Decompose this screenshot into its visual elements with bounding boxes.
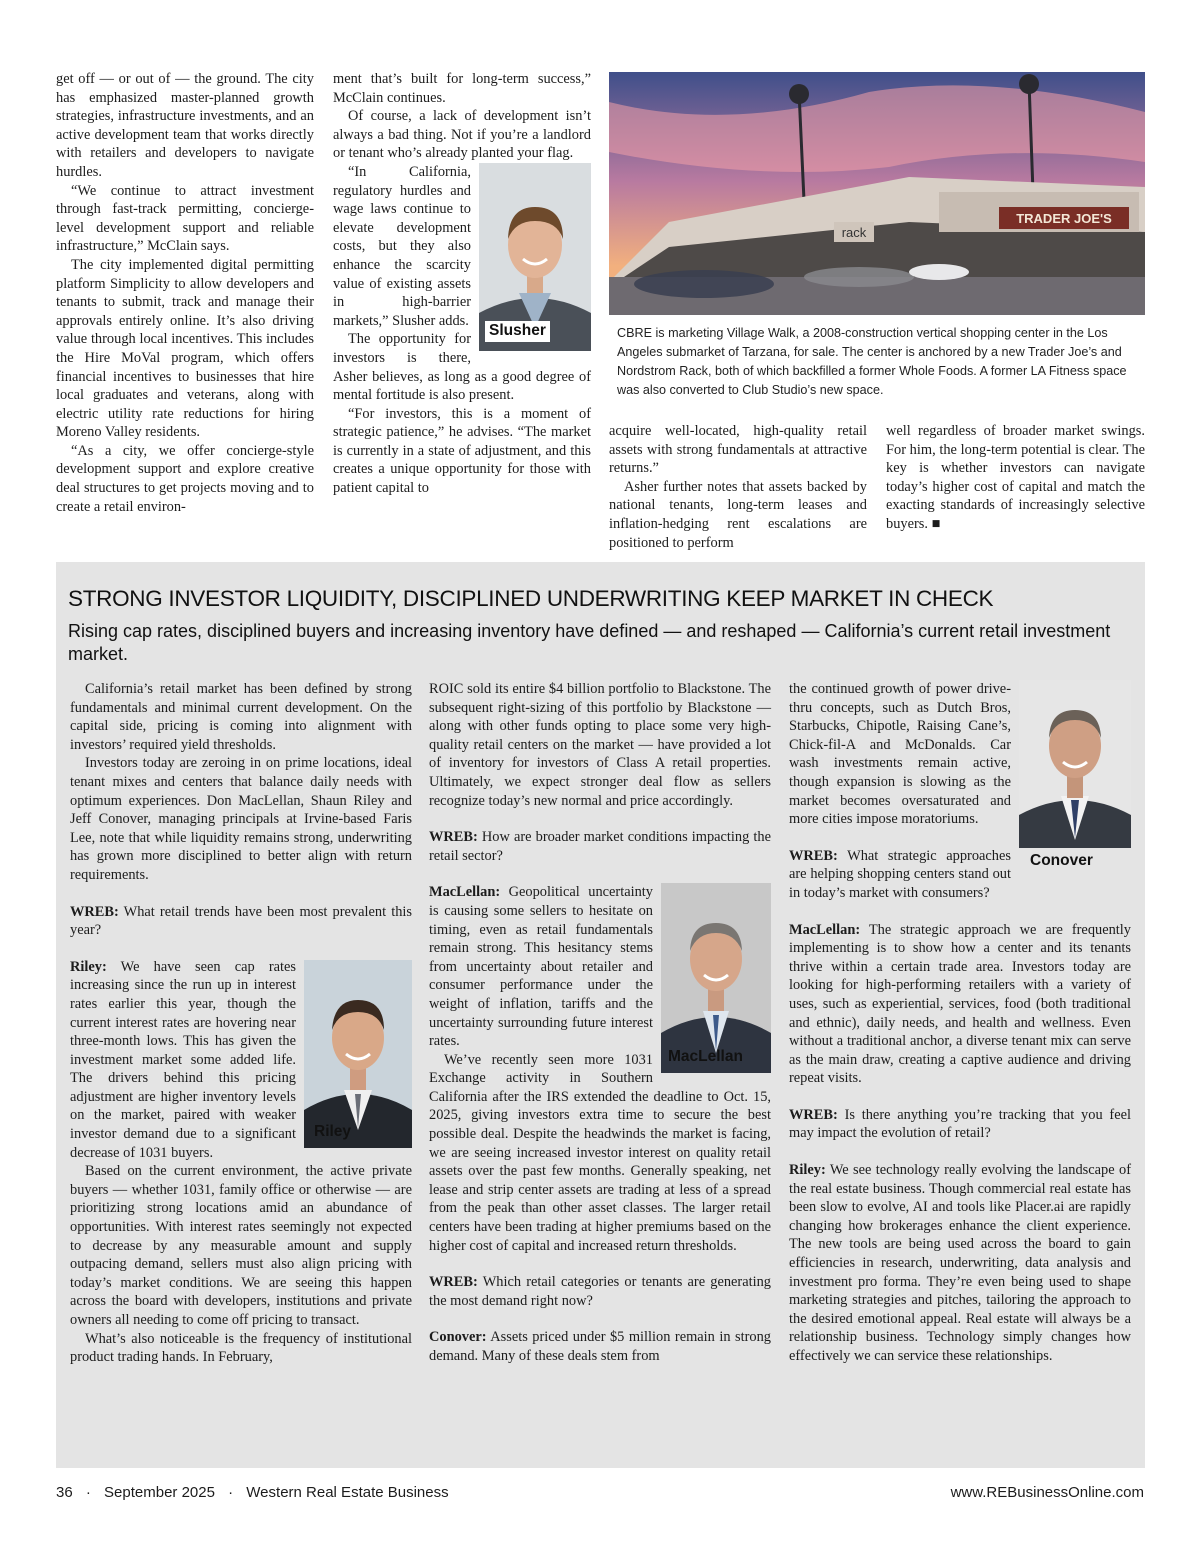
- shopping-center-image: [609, 72, 1145, 315]
- publication-name: Western Real Estate Business: [246, 1484, 449, 1501]
- answer-text: We have seen cap rates increasing since the run up in interest rates earlier this year, though the current interest rates are hovering near three-month lows. This has given the investment market some added life. The drivers behind this pricing adjustment are higher inventory levels on the market, paired with weaker investor demand due to a significant decrease of 1031 buyers.: [70, 958, 296, 1161]
- answer-label: MacLellan:: [429, 884, 501, 901]
- answer-label: Riley:: [789, 1162, 826, 1179]
- answer: [429, 1328, 771, 1365]
- paragraph: the continued growth of power drive-thru concepts, such as Dutch Bros, Starbucks, Chipotle, Raising Cane’s, Chick-fil-A and McDonalds. Car wash investments remain active, though expansion is slowing as the market becomes oversaturated and more cities impose moratoriums.: [789, 681, 1011, 828]
- slusher-photo: [479, 163, 591, 351]
- paragraph: “For investors, this is a moment of strategic patience,” he advises. “The market is currently in a state of adjustment, and this creates a unique opportunity for those with patient capital to: [333, 405, 591, 497]
- paragraph: What’s also noticeable is the frequency of institutional product trading hands. In February,: [70, 1330, 412, 1366]
- riley-label: Riley: [314, 1122, 352, 1140]
- paragraph: Asher further notes that assets backed by national tenants, long-term leases and inflation-hedging rent escalations are positioned to perform: [609, 478, 867, 551]
- sidebar-deck: Rising cap rates, disciplined buyers and increasing inventory have defined — and reshaped — California’s current retail investment market.: [68, 621, 1111, 664]
- paragraph: California’s retail market has been defined by strong fundamentals and minimal current development. On the capital side, pricing is coming into alignment with investors’ required yield thresholds.: [70, 681, 412, 753]
- answer-text: The strategic approach we are frequently implementing is to show how a center and its tenants thrive within a certain trade area. Investors today are looking for high-performing retailers with a variety of uses, such as experiential, services, food (both traditional and ethnic), daily needs, and health and wellness. Even without a traditional anchor, a diverse tenant mix can serve as the main draw, creating a captive audience and driving repeat visits.: [789, 921, 1131, 1087]
- conover-photo: [1019, 680, 1131, 872]
- end-mark: ■: [931, 515, 941, 532]
- article-column-2: [333, 70, 591, 498]
- paragraph: [886, 422, 1145, 534]
- answer-label: Conover:: [429, 1329, 487, 1346]
- paragraph: “As a city, we offer concierge-style development support and explore creative deal structures to get projects moving and to create a retail environ-: [56, 442, 314, 515]
- paragraph: ment that’s built for long-term success,” McClain continues.: [333, 71, 591, 106]
- paragraph: “In California, regulatory hurdles and wage laws continue to elevate development costs, but they also enhance the scarcity value of existing assets in high-barrier markets,” Slusher adds.: [333, 163, 471, 329]
- question-text: What retail trends have been most prevalent this year?: [70, 903, 412, 939]
- trader-joes-sign: TRADER JOE'S: [1016, 211, 1112, 226]
- issue-date: September 2025: [104, 1484, 215, 1501]
- paragraph: acquire well-located, high-quality retail assets with strong fundamentals at attractive returns.”: [609, 423, 867, 477]
- footer-separator: ·: [228, 1484, 234, 1501]
- paragraph: The opportunity for investors is there, Asher believes, as long as a good degree of mental fortitude is also present.: [333, 331, 591, 404]
- question-label: WREB:: [789, 847, 838, 864]
- answer: [789, 1161, 1131, 1366]
- maclellan-portrait-image: [661, 883, 771, 1073]
- paragraph: ROIC sold its entire $4 billion portfolio to Blackstone. The subsequent right-sizing of this portfolio by Blackstone — along with other funds opting to place some very high-quality retail centers on the market — have provided a lot of inventory for investors of Class A retail properties. Ultimately, we expect stronger deal flow as sellers recognize today’s new normal and price accordingly.: [429, 681, 771, 809]
- question-label: WREB:: [789, 1106, 838, 1123]
- paragraph: We’ve recently seen more 1031 Exchange activity in Southern California after the IRS extended the deadline to Oct. 15, 2025, giving investors extra time to secure the best possible deal. Despite the headwinds the market is facing, we are seeing increased investor interest on quality retail assets over the past few months. Generally speaking, net lease and strip center assets are trading at less of a spread from the peak than other asset classes. The larger retail centers have been trading at higher premiums based on the higher cost of capital and increased return thresholds.: [429, 1051, 771, 1254]
- footer-url[interactable]: www.REBusinessOnline.com: [950, 1484, 1144, 1501]
- footer-left: [56, 1484, 449, 1501]
- question-label: WREB:: [70, 903, 119, 920]
- question-label: WREB:: [429, 1274, 478, 1291]
- paragraph-text: well regardless of broader market swings. For him, the long-term potential is clear. The key is whether investors can navigate today’s higher cost of capital and match the exacting standards of increasingly selective buyers.: [886, 423, 1145, 532]
- answer-label: MacLellan:: [789, 921, 861, 938]
- paragraph: “We continue to attract investment through fast-track permitting, concierge-level development support and reliable infrastructure,” McClain says.: [56, 182, 314, 255]
- paragraph: Investors today are zeroing in on prime locations, ideal tenant mixes and centers that balance daily needs with optimum experiences. Don MacLellan, Shaun Riley and Jeff Conover, managing principals at Irvine-based Faris Lee, note that while liquidity remains strong, underwriting has grown more disciplined to better align with return requirements.: [70, 755, 412, 883]
- page-number: 36: [56, 1484, 73, 1501]
- sidebar-column-2: [429, 680, 771, 1366]
- paragraph: get off — or out of — the ground. The city has emphasized master-planned growth strategies, infrastructure investments, and an active development team that works directly with retailers and developers to navigate hurdles.: [56, 71, 314, 180]
- answer: [789, 921, 1131, 1088]
- paragraph: Of course, a lack of development isn’t always a bad thing. Not if you’re a landlord or tenant who’s already planted your flag.: [333, 108, 591, 162]
- slusher-label: Slusher: [485, 321, 550, 342]
- question-text: How are broader market conditions impacting the retail sector?: [429, 829, 771, 864]
- paragraph: Based on the current environment, the active private buyers — whether 1031, family office or otherwise — are prioritizing strong locations amid an abundance of opportunities. With interest rates seemingly not expected to decrease by any measurable amount and supply outpacing demand, sellers must also align pricing with today’s market conditions. We are seeing this happen across the board with developers, institutions and private owners all needing to come off pricing to transact.: [70, 1163, 412, 1328]
- village-walk-photo: [609, 72, 1145, 315]
- footer-separator: ·: [85, 1484, 91, 1501]
- sidebar-column-3: [789, 680, 1131, 1366]
- photo-caption: CBRE is marketing Village Walk, a 2008-construction vertical shopping center in the Los Angeles submarket of Tarzana, for sale. The center is anchored by a new Trader Joe’s and Nordstrom Rack, both of which backfilled a former Whole Foods. A former LA Fitness space was also converted to Club Studio’s new space.: [617, 326, 1127, 397]
- article-column-1: [56, 70, 314, 516]
- question: [429, 1273, 771, 1310]
- sidebar-title: STRONG INVESTOR LIQUIDITY, DISCIPLINED UNDERWRITING KEEP MARKET IN CHECK: [68, 586, 994, 611]
- riley-photo: [304, 960, 412, 1148]
- maclellan-photo: [661, 883, 771, 1073]
- question-text: Is there anything you’re tracking that you feel may impact the evolution of retail?: [789, 1106, 1131, 1142]
- article-column-4: [886, 422, 1145, 534]
- article-column-3: [609, 422, 867, 552]
- conover-portrait-image: [1019, 680, 1131, 848]
- question-text: Which retail categories or tenants are generating the most demand right now?: [429, 1274, 771, 1309]
- answer-text: We see technology really evolving the landscape of the real estate business. Though commercial real estate has been slow to evolve, AI and tools like Placer.ai are rapidly changing how brokerages enhance the client experience. The new tools are being used across the board to gain efficiencies in research, underwriting, data analysis and investment pro forma. They’re even being used to shape marketing strategies and pitches, tailoring the approach to the desired emotional appeal. Real estate will always be a relationship business. Technology simply changes how effectively we can service these relationships.: [789, 1162, 1131, 1364]
- question-label: WREB:: [429, 829, 478, 846]
- question-text: What strategic approaches are helping shopping centers stand out in today’s market with consumers?: [789, 847, 1011, 901]
- maclellan-label: MacLellan: [668, 1048, 743, 1066]
- question: [429, 828, 771, 865]
- answer-text: Geopolitical uncertainty is causing some sellers to hesitate on timing, even as retail fundamentals remain strong. This hesitancy stems from uncertainty about retailer and consumer performance under the weight of inflation, tariffs and the uncertainty surrounding future interest rates.: [429, 884, 653, 1050]
- paragraph: The city implemented digital permitting platform Simplicity to allow developers and tenants to submit, track and manage their approvals entirely online. It’s also driving value through local incentives. This includes the Hire MoVal program, which offers financial incentives to businesses that hire local graduates and veterans, along with electric utility rate reductions for hiring Moreno Valley residents.: [56, 256, 314, 441]
- riley-portrait-image: [304, 960, 412, 1148]
- sidebar-column-1: [70, 680, 412, 1367]
- answer-text: Assets priced under $5 million remain in strong demand. Many of these deals stem from: [429, 1329, 771, 1364]
- conover-label: Conover: [1030, 852, 1093, 869]
- question: [789, 1106, 1131, 1143]
- rack-sign: rack: [841, 225, 867, 240]
- answer-label: Riley:: [70, 958, 107, 975]
- question: [70, 903, 412, 940]
